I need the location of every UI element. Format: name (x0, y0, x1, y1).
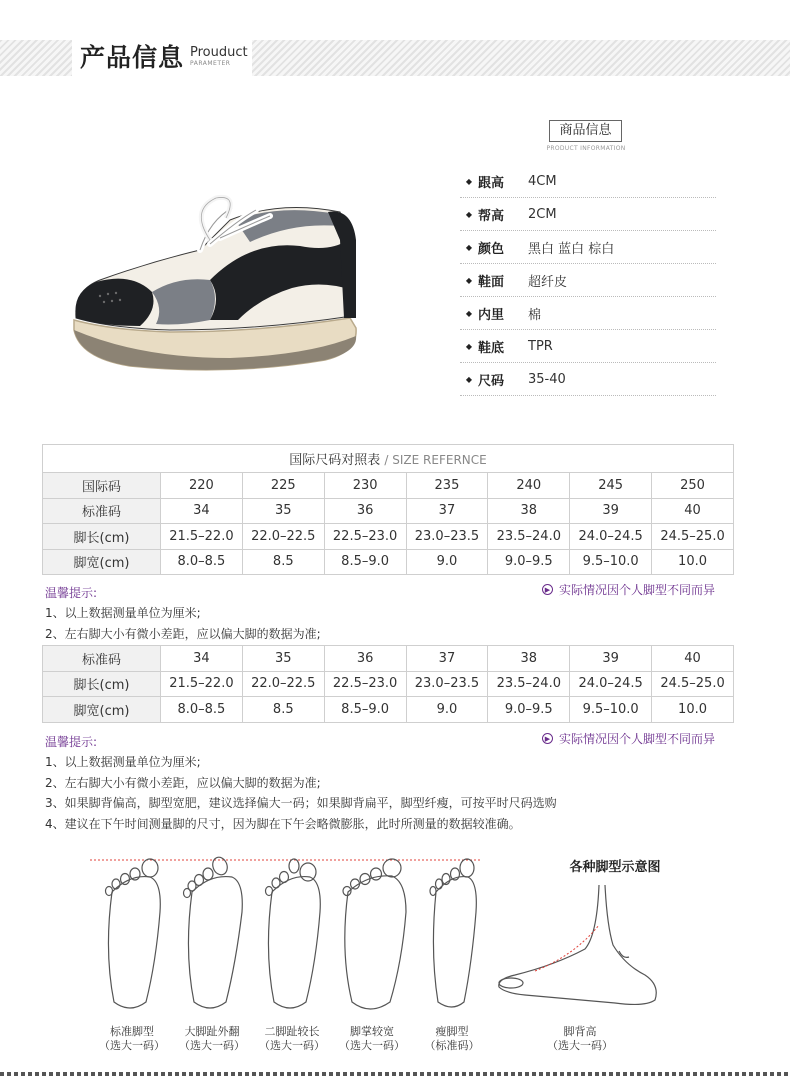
table-cell: 9.0–9.5 (488, 549, 570, 575)
foot-type-label (412, 1025, 492, 1053)
table-row (43, 697, 734, 723)
product-info-row (460, 165, 716, 198)
table-cell: 34 (161, 498, 243, 524)
row-header: 标准码 (43, 646, 161, 672)
product-info-key: 帮高 (478, 208, 505, 224)
product-info-list (460, 165, 716, 396)
foot-type-advice: （选大一码） (259, 1039, 325, 1052)
table-cell: 23.0–23.5 (406, 671, 488, 697)
play-circle-icon: ▶ (542, 584, 553, 595)
foot-type-label (252, 1025, 332, 1053)
table-cell: 9.0–9.5 (488, 697, 570, 723)
product-info-key: 内里 (478, 307, 505, 323)
table-cell: 8.5–9.0 (324, 549, 406, 575)
foot-types-title: 各种脚型示意图 (569, 860, 661, 875)
tips-note: 4、建议在下午时间测量脚的尺寸，因为脚在下午会略微膨胀，此时所测量的数据较准确。 (45, 816, 521, 831)
table-cell: 245 (570, 473, 652, 499)
product-info-subtitle: PRODUCT INFORMATION (546, 145, 626, 152)
table-cell: 220 (161, 473, 243, 499)
diamond-bullet-icon: ◆ (465, 242, 473, 252)
product-info-title: 商品信息 (549, 120, 622, 142)
product-info-key: 鞋面 (478, 274, 505, 290)
section-title-cn: 产品信息 (80, 43, 185, 72)
table-cell: 10.0 (652, 697, 734, 723)
slim-foot-icon (430, 859, 476, 1007)
table-cell: 250 (652, 473, 734, 499)
foot-type-name: 标准脚型 (110, 1025, 154, 1038)
table-cell: 37 (406, 646, 488, 672)
table-row (43, 671, 734, 697)
table-cell: 40 (652, 646, 734, 672)
table-cell: 22.5–23.0 (324, 524, 406, 550)
diamond-bullet-icon: ◆ (465, 176, 473, 186)
product-info-value: 超纤皮 (528, 274, 568, 290)
tips-note: 1、以上数据测量单位为厘米; (45, 755, 201, 769)
table-cell: 24.0–24.5 (570, 524, 652, 550)
product-info-key: 跟高 (478, 175, 505, 191)
diamond-bullet-icon: ◆ (465, 275, 473, 285)
product-info-row (460, 297, 716, 330)
play-circle-icon: ▶ (542, 733, 553, 744)
tips-note: 3、如果脚背偏高，脚型宽肥，建议选择偏大一码；如果脚背扁平，脚型纤瘦，可按平时尺码选购 (45, 796, 557, 810)
diamond-bullet-icon: ◆ (465, 341, 473, 351)
table-cell: 21.5–22.0 (161, 524, 243, 550)
table-cell: 9.5–10.0 (570, 549, 652, 575)
row-header: 国际码 (43, 473, 161, 499)
foot-type-name: 二脚趾较长 (264, 1025, 320, 1038)
table-cell: 8.0–8.5 (161, 697, 243, 723)
size-reference-table (42, 444, 734, 575)
product-info-value: 4CM (528, 173, 557, 189)
table-cell: 39 (570, 498, 652, 524)
table-cell: 9.5–10.0 (570, 697, 652, 723)
product-info-row (460, 330, 716, 363)
product-info-value: 黑白 蓝白 棕白 (528, 241, 615, 257)
section-title-en-main: Prouduct (190, 44, 248, 60)
section-title-en (190, 46, 248, 67)
table-cell: 10.0 (652, 549, 734, 575)
foot-type-label (172, 1025, 252, 1053)
row-header: 脚长(cm) (43, 671, 161, 697)
foot-type-advice: （标准码） (424, 1039, 480, 1052)
foot-type-label (540, 1025, 620, 1053)
product-info-key: 颜色 (478, 241, 505, 257)
table-row (43, 498, 734, 524)
size-table-caption-en: / SIZE REFERNCE (384, 453, 487, 467)
tips-notes (45, 752, 557, 834)
table-cell: 23.0–23.5 (406, 524, 488, 550)
table-cell: 24.5–25.0 (652, 524, 734, 550)
table-cell: 34 (161, 646, 243, 672)
high-instep-foot-icon (495, 885, 665, 1010)
tips-note-right-text: 实际情况因个人脚型不同而异 (559, 583, 716, 597)
table-cell: 22.0–22.5 (242, 671, 324, 697)
diamond-bullet-icon: ◆ (465, 308, 473, 318)
row-header: 标准码 (43, 498, 161, 524)
table-cell: 23.5–24.0 (488, 524, 570, 550)
foot-type-label (92, 1025, 172, 1053)
bunion-foot-icon (184, 855, 243, 1008)
table-row (43, 646, 734, 672)
tips-notes (45, 603, 321, 644)
product-info-row (460, 264, 716, 297)
tips-note: 2、左右脚大小有微小差距，应以偏大脚的数据为准; (45, 775, 321, 790)
table-row (43, 473, 734, 499)
tips-title: 温馨提示: (45, 735, 98, 749)
foot-type-advice: （选大一码） (99, 1039, 165, 1052)
table-cell: 36 (324, 646, 406, 672)
diamond-bullet-icon: ◆ (465, 209, 473, 219)
product-info-key: 尺码 (478, 373, 505, 389)
section-title-en-sub: PARAMETER (190, 59, 231, 67)
table-cell: 9.0 (406, 549, 488, 575)
table-cell: 36 (324, 498, 406, 524)
table-cell: 8.5 (242, 549, 324, 575)
table-cell: 8.5 (242, 697, 324, 723)
bottom-divider (0, 1072, 790, 1076)
foot-type-name: 大脚趾外翻 (184, 1025, 240, 1038)
table-cell: 40 (652, 498, 734, 524)
long-second-toe-foot-icon (266, 859, 321, 1008)
table-cell: 38 (488, 498, 570, 524)
foot-type-name: 瘦脚型 (435, 1025, 469, 1038)
row-header: 脚长(cm) (43, 524, 161, 550)
size-table-caption (43, 445, 734, 473)
diamond-bullet-icon: ◆ (465, 374, 473, 384)
product-info-value: 棉 (528, 307, 542, 323)
table-cell: 37 (406, 498, 488, 524)
product-info-row (460, 231, 716, 264)
tips-note: 1、以上数据测量单位为厘米; (45, 606, 201, 620)
table-cell: 22.0–22.5 (242, 524, 324, 550)
row-header: 脚宽(cm) (43, 697, 161, 723)
table-cell: 38 (488, 646, 570, 672)
table-cell: 35 (242, 646, 324, 672)
tips-note-right-text: 实际情况因个人脚型不同而异 (559, 732, 716, 746)
foot-type-advice: （选大一码） (547, 1039, 613, 1052)
row-header: 脚宽(cm) (43, 549, 161, 575)
sneaker-image (60, 180, 380, 380)
size-table-caption-cn: 国际尺码对照表 (289, 453, 381, 468)
table-cell: 24.0–24.5 (570, 671, 652, 697)
tips-note-right (542, 581, 715, 598)
product-info-key: 鞋底 (478, 340, 505, 356)
foot-type-advice: （选大一码） (179, 1039, 245, 1052)
section-title (72, 34, 252, 78)
table-cell: 8.5–9.0 (324, 697, 406, 723)
standard-size-table (42, 645, 734, 723)
product-info-value: 35-40 (528, 371, 566, 387)
tips-note-right (542, 730, 715, 747)
table-cell: 9.0 (406, 697, 488, 723)
table-cell: 39 (570, 646, 652, 672)
table-cell: 24.5–25.0 (652, 671, 734, 697)
table-row (43, 524, 734, 550)
foot-type-advice: （选大一码） (339, 1039, 405, 1052)
product-info-row (460, 198, 716, 231)
product-info-value: 2CM (528, 206, 557, 222)
table-cell: 230 (324, 473, 406, 499)
tips-note: 2、左右脚大小有微小差距，应以偏大脚的数据为准; (45, 626, 321, 641)
table-cell: 240 (488, 473, 570, 499)
table-cell: 235 (406, 473, 488, 499)
tips-title: 温馨提示: (45, 586, 98, 600)
table-cell: 23.5–24.0 (488, 671, 570, 697)
product-info-value: TPR (528, 338, 553, 354)
foot-type-label (332, 1025, 412, 1053)
foot-shapes-illustration (90, 852, 490, 1017)
foot-type-name: 脚背高 (563, 1025, 597, 1038)
table-cell: 8.0–8.5 (161, 549, 243, 575)
product-info-row (460, 363, 716, 396)
table-row (43, 549, 734, 575)
foot-type-name: 脚掌较宽 (350, 1025, 394, 1038)
standard-foot-icon (106, 859, 161, 1008)
wide-foot-icon (343, 859, 406, 1009)
table-cell: 21.5–22.0 (161, 671, 243, 697)
table-cell: 22.5–23.0 (324, 671, 406, 697)
table-cell: 225 (242, 473, 324, 499)
table-cell: 35 (242, 498, 324, 524)
